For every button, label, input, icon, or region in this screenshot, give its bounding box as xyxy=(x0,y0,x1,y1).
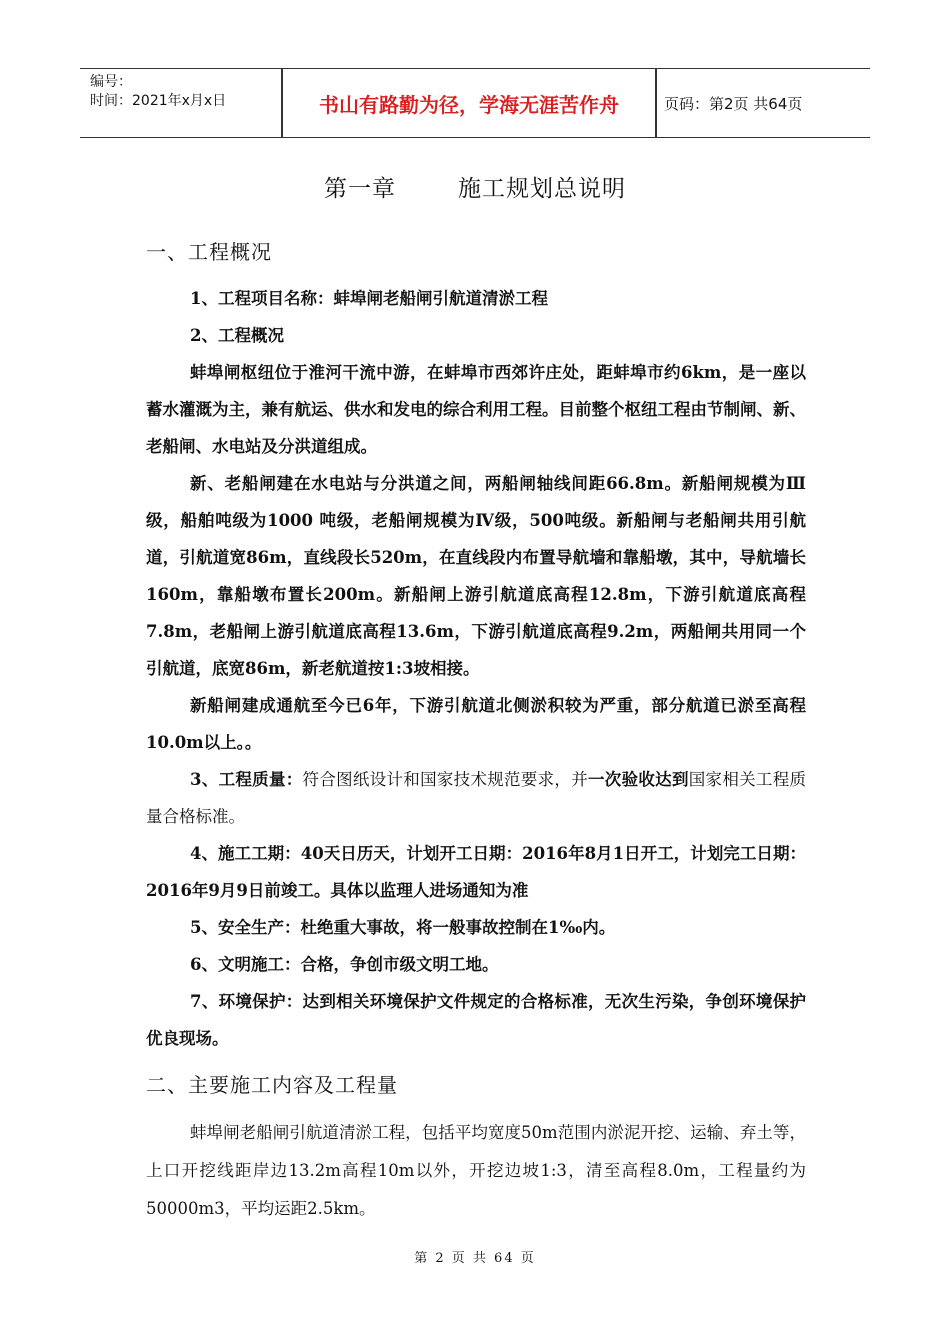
overview-paragraph-siltation: 新船闸建成通航至今已6年，下游引航道北侧淤积较为严重，部分航道已淤至高程10.0m以上。。 xyxy=(146,696,806,752)
chapter-number: 第一章 xyxy=(324,176,396,202)
overview-paragraph-location: 蚌埠闸枢纽位于淮河干流中游，在蚌埠市西郊许庄处，距蚌埠市约6km，是一座以蓄水灌溉为主，兼有航运、供水和发电的综合利用工程。目前整个枢纽工程由节制闸、新、老船闸、水电站及分洪道组成。 xyxy=(146,363,806,456)
item-quality-text-end: 国家相关工程质量合格标准。 xyxy=(146,770,807,826)
item-quality xyxy=(146,761,806,835)
section-heading-scope: 二、主要施工内容及工程量 xyxy=(146,1073,398,1097)
chapter-heading xyxy=(0,170,950,203)
item-overview-heading: 2、工程概况 xyxy=(190,326,284,345)
header-page-info: 页码：第2页 共64页 xyxy=(664,94,803,113)
chapter-title: 施工规划总说明 xyxy=(458,176,626,202)
header-meta xyxy=(90,73,280,111)
header-motto: 书山有路勤为径，学海无涯苦作舟 xyxy=(319,92,619,117)
document-time-label: 时间：2021年x月x日 xyxy=(90,93,227,109)
section-heading-overview: 一、工程概况 xyxy=(146,240,272,264)
item-quality-label: 3、工程质量： xyxy=(190,770,303,789)
item-quality-emphasis: 一次验收达到 xyxy=(588,770,689,789)
item-project-name: 1、工程项目名称：蚌埠闸老船闸引航道清淤工程 xyxy=(190,289,548,308)
header-divider xyxy=(655,69,657,137)
item-environment: 7、环境保护：达到相关环境保护文件规定的合格标准，无次生污染，争创环境保护优良现场。 xyxy=(146,992,806,1048)
document-number-label: 编号： xyxy=(90,74,132,90)
scope-paragraph: 蚌埠闸老船闸引航道清淤工程，包括平均宽度50m范围内淤泥开挖、运输、弃土等，上口开挖线距岸边13.2m高程10m以外，开挖边坡1:3，清至高程8.0m，工程量约为50000m3，平均运距2.5km。 xyxy=(146,1123,806,1218)
document-header xyxy=(80,68,870,138)
item-safety: 5、安全生产：杜绝重大事故，将一般事故控制在1‰内。 xyxy=(190,918,616,937)
item-civilized-construction: 6、文明施工：合格，争创市级文明工地。 xyxy=(190,955,499,974)
item-quality-text: 符合图纸设计和国家技术规范要求，并 xyxy=(302,770,588,789)
page-footer: 第 2 页 共 64 页 xyxy=(414,1251,536,1266)
overview-paragraph-locks: 新、老船闸建在水电站与分洪道之间，两船闸轴线间距66.8m。新船闸规模为Ⅲ级，船舶吨级为1000 吨级，老船闸规模为Ⅳ级，500吨级。新船闸与老船闸共用引航道，引航道宽86m，直线段长520m，在直线段内布置导航墙和靠船墩，其中，导航墙长160m，靠船墩布置长200m。新船闸上游引航道底高程12.8m，下游引航道底高程7.8m，老船闸上游引航道底高程13.6m，下游引航道底高程9.2m，两船闸共用同一个引航道，底宽86m，新老航道按1:3坡相接。 xyxy=(146,474,806,678)
item-schedule: 4、施工工期：40天日历天，计划开工日期：2016年8月1日开工，计划完工日期：2016年9月9日前竣工。具体以监理人进场通知为准 xyxy=(146,844,806,900)
